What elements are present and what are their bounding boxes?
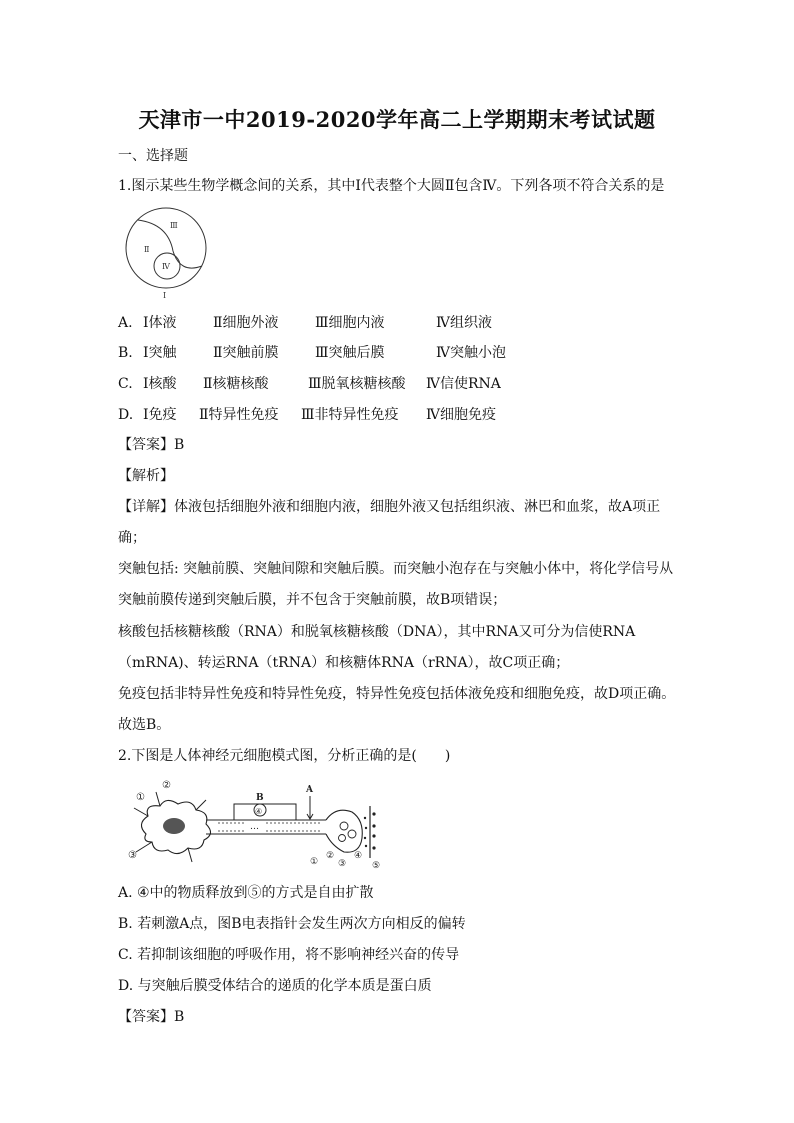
synaptic-terminal: [326, 810, 362, 852]
label-3-synapse: ③: [338, 859, 347, 869]
q2-neuron-diagram: [126, 776, 386, 870]
label-5-synapse: ⑤: [372, 861, 381, 870]
label-B: B: [256, 793, 264, 803]
q1-analysis-line: 免疫包括非特异性免疫和特异性免疫，特异性免疫包括体液免疫和细胞免疫，故D项正确。: [118, 686, 676, 702]
q1-analysis-line: （mRNA)、转运RNA（tRNA）和核糖体RNA（rRNA），故C项正确；: [118, 655, 570, 671]
label-3-left: ③: [128, 850, 137, 861]
q1-analysis-line: 核酸包括核糖核酸（RNA）和脱氧核糖核酸（DNA），其中RNA又可分为信使RNA: [118, 624, 636, 640]
synaptic-vesicles: [339, 822, 357, 842]
label-IV: Ⅳ: [162, 262, 170, 271]
membrane-charges: [218, 823, 322, 831]
q1-analysis-line: 突触前膜传递到突触后膜，并不包含于突触前膜，故B项错误；: [118, 592, 507, 608]
q2-option-a: A. ④中的物质释放到⑤的方式是自由扩散: [118, 885, 374, 901]
q2-answer: 【答案】B: [118, 1009, 185, 1025]
document-title: 天津市一中2019-2020学年高二上学期期末考试试题: [138, 107, 656, 132]
label-1-left: ①: [136, 792, 145, 803]
label-1-synapse: ①: [310, 857, 319, 867]
q1-analysis-line: 突触包括: 突触前膜、突触间隙和突触后膜。而突触小泡存在与突触小体中，将化学信号从: [118, 561, 674, 577]
q1-analysis-line: 确；: [118, 530, 146, 546]
q1-analysis-line: 故选B。: [118, 717, 171, 733]
q1-option-b: B. Ⅰ突触 Ⅱ突触前膜 Ⅲ突触后膜 Ⅳ突触小泡: [118, 345, 506, 361]
ellipsis: …: [250, 822, 259, 832]
section-heading: 一、选择题: [118, 148, 188, 164]
q1-concept-diagram: [118, 206, 218, 302]
q2-stem: 2.下图是人体神经元细胞模式图，分析正确的是( ): [118, 748, 451, 764]
q2-option-c: C. 若抑制该细胞的呼吸作用，将不影响神经兴奋的传导: [118, 947, 460, 963]
q2-option-b: B. 若刺激A点，图B电表指针会发生两次方向相反的偏转: [118, 916, 466, 932]
label-III: Ⅲ: [170, 221, 178, 230]
label-4-meter: ④: [255, 807, 263, 816]
label-II: Ⅱ: [144, 245, 150, 254]
label-A: A: [306, 785, 313, 795]
q1-option-a: A. Ⅰ体液 Ⅱ细胞外液 Ⅲ细胞内液 Ⅳ组织液: [118, 315, 492, 331]
q1-option-d: D. Ⅰ免疫 Ⅱ特异性免疫 Ⅲ非特异性免疫 Ⅳ细胞免疫: [118, 407, 496, 423]
nucleus: [163, 818, 185, 834]
q2-option-d: D. 与突触后膜受体结合的递质的化学本质是蛋白质: [118, 978, 432, 994]
q1-analysis-line: 【详解】体液包括细胞外液和细胞内液，细胞外液又包括组织液、淋巴和血浆，故A项正: [118, 499, 661, 515]
label-2-left: ②: [162, 780, 171, 791]
q1-option-c: C. Ⅰ核酸 Ⅱ核糖核酸 Ⅲ脱氧核糖核酸 Ⅳ信使RNA: [118, 376, 501, 392]
label-I: Ⅰ: [163, 291, 167, 300]
q1-answer: 【答案】B: [118, 437, 185, 453]
label-2-synapse: ②: [326, 851, 335, 861]
q1-analysis-label: 【解析】: [118, 468, 174, 484]
label-4-synapse: ④: [354, 851, 363, 861]
q1-stem: 1.图示某些生物学概念间的关系，其中Ⅰ代表整个大圆Ⅱ包含Ⅳ。下列各项不符合关系的是: [118, 178, 665, 194]
